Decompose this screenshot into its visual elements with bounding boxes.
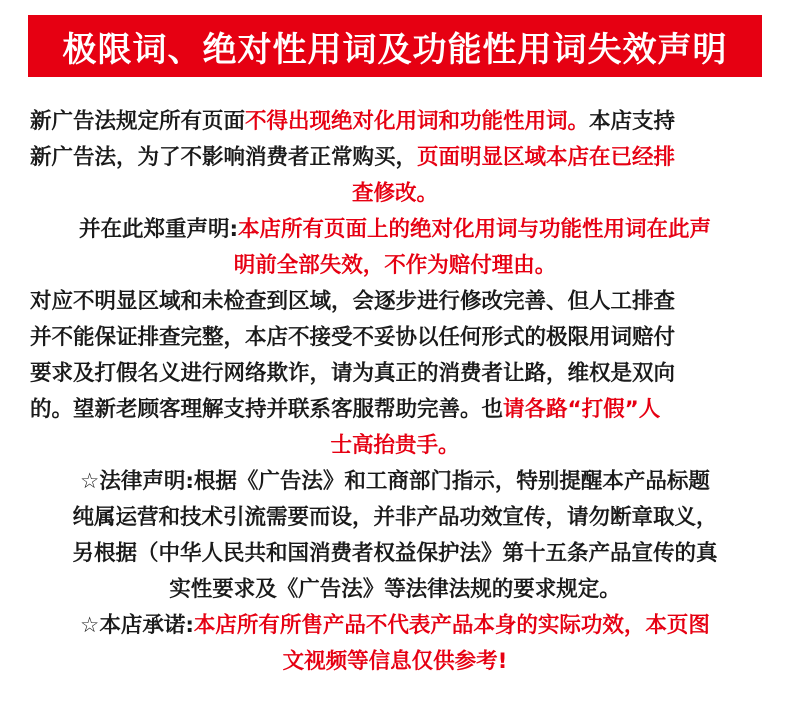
declaration-line	[30, 392, 760, 428]
highlighted-text: 文视频等信息仅供参考!	[282, 649, 508, 674]
body-text: 纯属运营和技术引流需要而设，并非产品功效宣传，请勿断章取义，	[72, 505, 718, 530]
declaration-line	[30, 428, 760, 464]
declaration-line	[30, 320, 760, 356]
body-text: 实性要求及《广告法》等法律法规的要求规定。	[169, 577, 621, 602]
declaration-line	[30, 284, 760, 320]
body-text: 新广告法，为了不影响消费者正常购买，	[30, 145, 418, 170]
page-title: 极限词、绝对性用词及功能性用词失效声明	[62, 29, 728, 70]
highlighted-text: 本店所有所售产品不代表产品本身的实际功效，本页图	[193, 613, 710, 638]
declaration-line	[30, 248, 760, 284]
declaration-line	[30, 644, 760, 680]
body-text: 新广告法规定所有页面	[30, 109, 246, 134]
body-text: 要求及打假名义进行网络欺诈，请为真正的消费者让路，维权是双向	[30, 361, 676, 386]
declaration-line	[30, 464, 760, 500]
body-text: ☆本店承诺:	[80, 613, 194, 638]
declaration-line	[30, 212, 760, 248]
body-text: 并不能保证排查完整，本店不接受不妥协以任何形式的极限用词赔付	[30, 325, 676, 350]
body-text: 对应不明显区域和未检查到区域，会逐步进行修改完善、但人工排查	[30, 289, 676, 314]
body-text: 并在此郑重声明:	[78, 217, 239, 242]
declaration-line	[30, 572, 760, 608]
highlighted-text: 本店所有页面上的绝对化用词与功能性用词在此声	[238, 217, 712, 242]
declaration-body	[30, 104, 760, 680]
highlighted-text: 不得出现绝对化用词和功能性用词。	[245, 109, 590, 134]
body-text: 的。望新老顾客理解支持并联系客服帮助完善。也	[30, 397, 504, 422]
highlighted-text: 查修改。	[351, 181, 438, 206]
body-text: ☆法律声明:根据《广告法》和工商部门指示，特别提醒本产品标题	[80, 469, 710, 494]
declaration-line	[30, 104, 760, 140]
declaration-line	[30, 356, 760, 392]
body-text: 本店支持	[589, 109, 676, 134]
highlighted-text: 请各路“打假”人	[503, 397, 661, 422]
declaration-line	[30, 176, 760, 212]
highlighted-text: 士高抬贵手。	[330, 433, 460, 458]
highlighted-text: 页面明显区域本店在已经排	[417, 145, 676, 170]
highlighted-text: 明前全部失效，不作为赔付理由。	[233, 253, 557, 278]
declaration-line	[30, 500, 760, 536]
title-banner	[28, 15, 762, 77]
declaration-line	[30, 536, 760, 572]
body-text: 另根据（中华人民共和国消费者权益保护法》第十五条产品宣传的真	[72, 541, 718, 566]
declaration-line	[30, 140, 760, 176]
declaration-line	[30, 608, 760, 644]
